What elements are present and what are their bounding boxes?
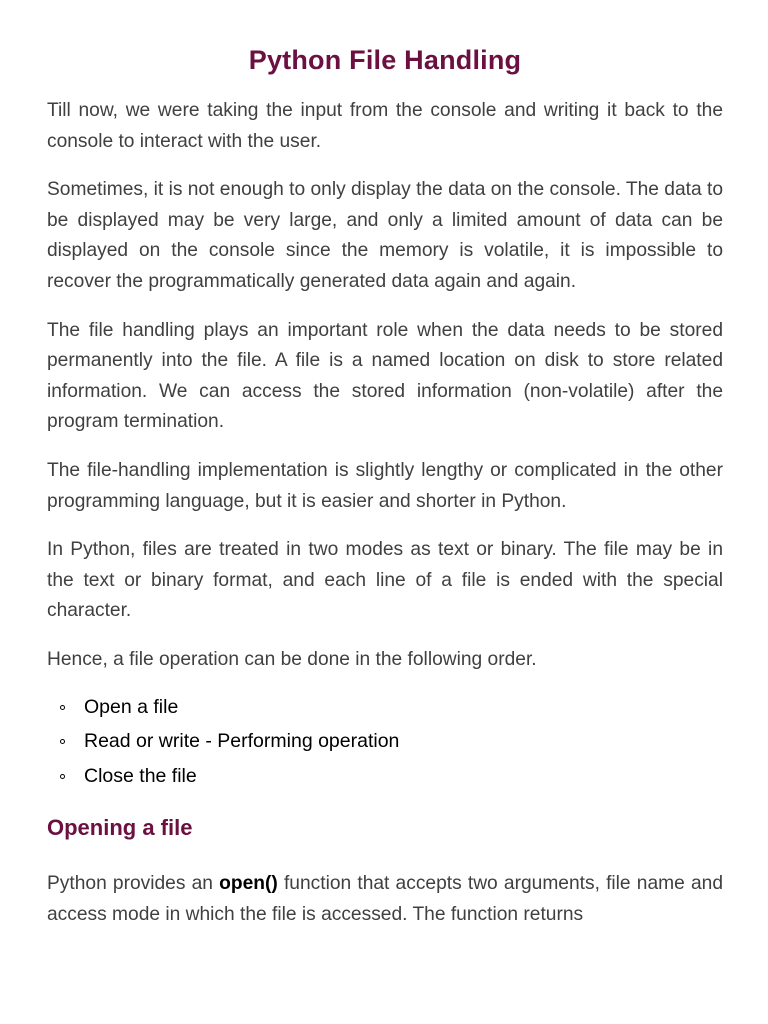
text-before: Python provides an	[47, 873, 220, 894]
list-item-text: Read or write - Performing operation	[84, 730, 400, 752]
file-operation-list	[47, 690, 723, 794]
circle-bullet-icon	[60, 739, 65, 744]
list-item-text: Close the file	[84, 764, 197, 787]
paragraph-open-function	[47, 869, 723, 930]
document-page	[47, 0, 723, 930]
paragraph-intro: Till now, we were taking the input from the console and writing it back to the console to interact with the user.	[47, 100, 723, 152]
circle-bullet-icon	[60, 774, 65, 779]
paragraph-implementation: The file-handling implementation is slightly lengthy or complicated in the other programming language, but it is easier and shorter in Python.	[47, 459, 723, 512]
open-function-name: open()	[219, 873, 278, 894]
page-title: Python File Handling	[248, 45, 522, 75]
paragraph-modes: In Python, files are treated in two modes as text or binary. The file may be in the text or binary format, and each line of a file is ended with the special character.	[47, 539, 723, 622]
paragraph-console-limits: Sometimes, it is not enough to only display the data on the console. The data to be displayed may be very large, and only a limited amount of data can be displayed on the console since the memory is volatile, it is impossible to recover the programmatically generated data again and again.	[47, 179, 723, 292]
paragraph-order: Hence, a file operation can be done in the following order.	[47, 648, 537, 670]
text-after: function that accepts two arguments, file name and access mode in which the file is accessed. The function returns	[47, 873, 723, 925]
section-heading: Opening a file	[47, 815, 193, 840]
list-item	[47, 759, 723, 794]
circle-bullet-icon	[60, 705, 65, 710]
list-item	[47, 690, 723, 725]
list-item-text: Open a file	[84, 695, 179, 718]
paragraph-file-role: The file handling plays an important role when the data needs to be stored permanently into the file. A file is a named location on disk to store related information. We can access the stored information (non-volatile) after the program termination.	[47, 319, 723, 433]
list-item	[47, 724, 723, 759]
